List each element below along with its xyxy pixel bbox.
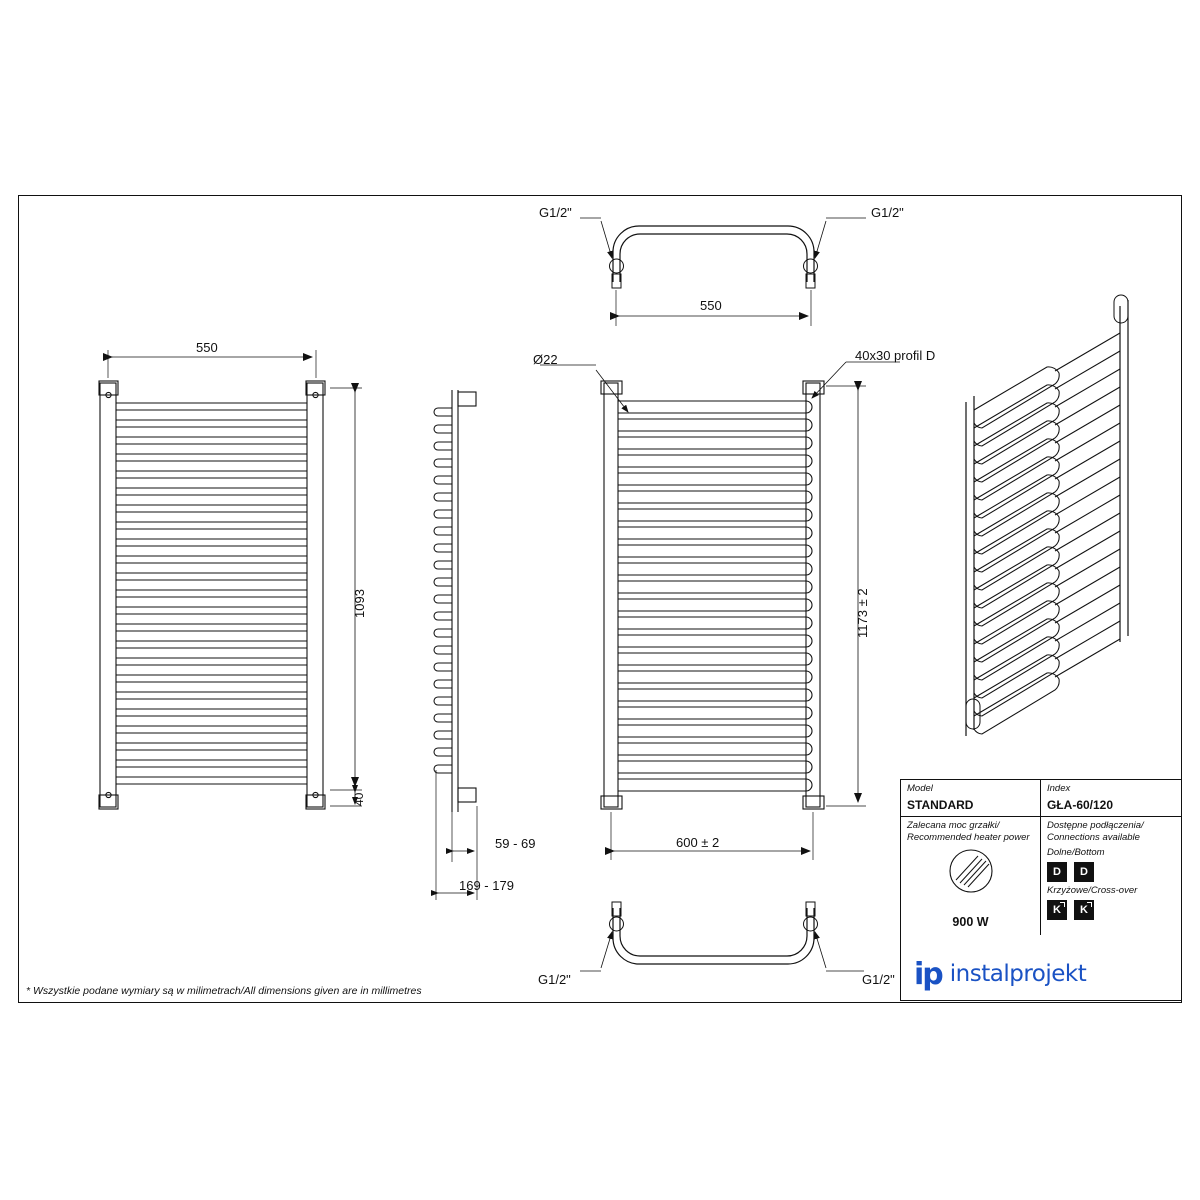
dim-connector-spacing: 550: [700, 298, 722, 313]
dim-profile: 40x30 profil D: [855, 348, 936, 363]
thread-label-top-left: G1/2": [539, 205, 572, 220]
connections-cell: [1041, 817, 1181, 935]
brand-logo: [900, 947, 1182, 1001]
footnote: [26, 985, 422, 997]
model-cell: [901, 780, 1041, 816]
dim-side-depth-small: 59 - 69: [495, 836, 536, 851]
dim-front-height: 1093: [352, 589, 367, 618]
dim-main-width: 600 ± 2: [676, 835, 720, 850]
connection-option-k1: K: [1047, 900, 1067, 920]
index-cell: [1041, 780, 1181, 816]
connection-option-k2: K: [1074, 900, 1094, 920]
crossover-connection-label: Krzyżowe/Cross-over: [1047, 885, 1138, 896]
dim-top-left-width: 550: [196, 340, 218, 355]
title-block-row-model: [901, 780, 1181, 816]
footnote-en: All dimensions given are in millimetres: [243, 985, 422, 997]
power-value: 900 W: [952, 915, 989, 929]
power-label-pl: Zalecana moc grzałki/: [907, 820, 1000, 831]
connections-label-en: Connections available: [1047, 832, 1140, 843]
bottom-connection-label: Dolne/Bottom: [1047, 847, 1105, 858]
connection-option-d2: D: [1074, 862, 1094, 882]
bottom-connection-options: [1047, 862, 1175, 882]
index-label: Index: [1047, 783, 1071, 794]
dim-side-depth-large: 169 - 179: [459, 878, 514, 893]
title-block-row-specs: [901, 817, 1181, 935]
connection-option-d1: D: [1047, 862, 1067, 882]
dim-front-foot: 40: [352, 792, 366, 806]
power-label-en: Recommended heater power: [907, 832, 1030, 843]
model-value: STANDARD: [907, 798, 974, 812]
brand-name: instalprojekt: [949, 961, 1087, 987]
power-cell: [901, 817, 1041, 935]
dim-main-height: 1173 ± 2: [855, 588, 870, 638]
thread-label-bottom-left: G1/2": [538, 972, 571, 987]
index-value: GŁA-60/120: [1047, 798, 1114, 812]
thread-label-bottom-right: G1/2": [862, 972, 895, 987]
thread-label-top-right: G1/2": [871, 205, 904, 220]
heater-symbol-icon: [942, 847, 1000, 900]
brand-mark-icon: ip: [914, 956, 942, 992]
crossover-connection-options: [1047, 900, 1175, 920]
footnote-pl: * Wszystkie podane wymiary są w milimetrach/: [26, 985, 244, 997]
dim-diameter: Ø22: [533, 352, 558, 367]
connections-label-pl: Dostępne podłączenia/: [1047, 820, 1144, 831]
model-label: Model: [907, 783, 933, 794]
